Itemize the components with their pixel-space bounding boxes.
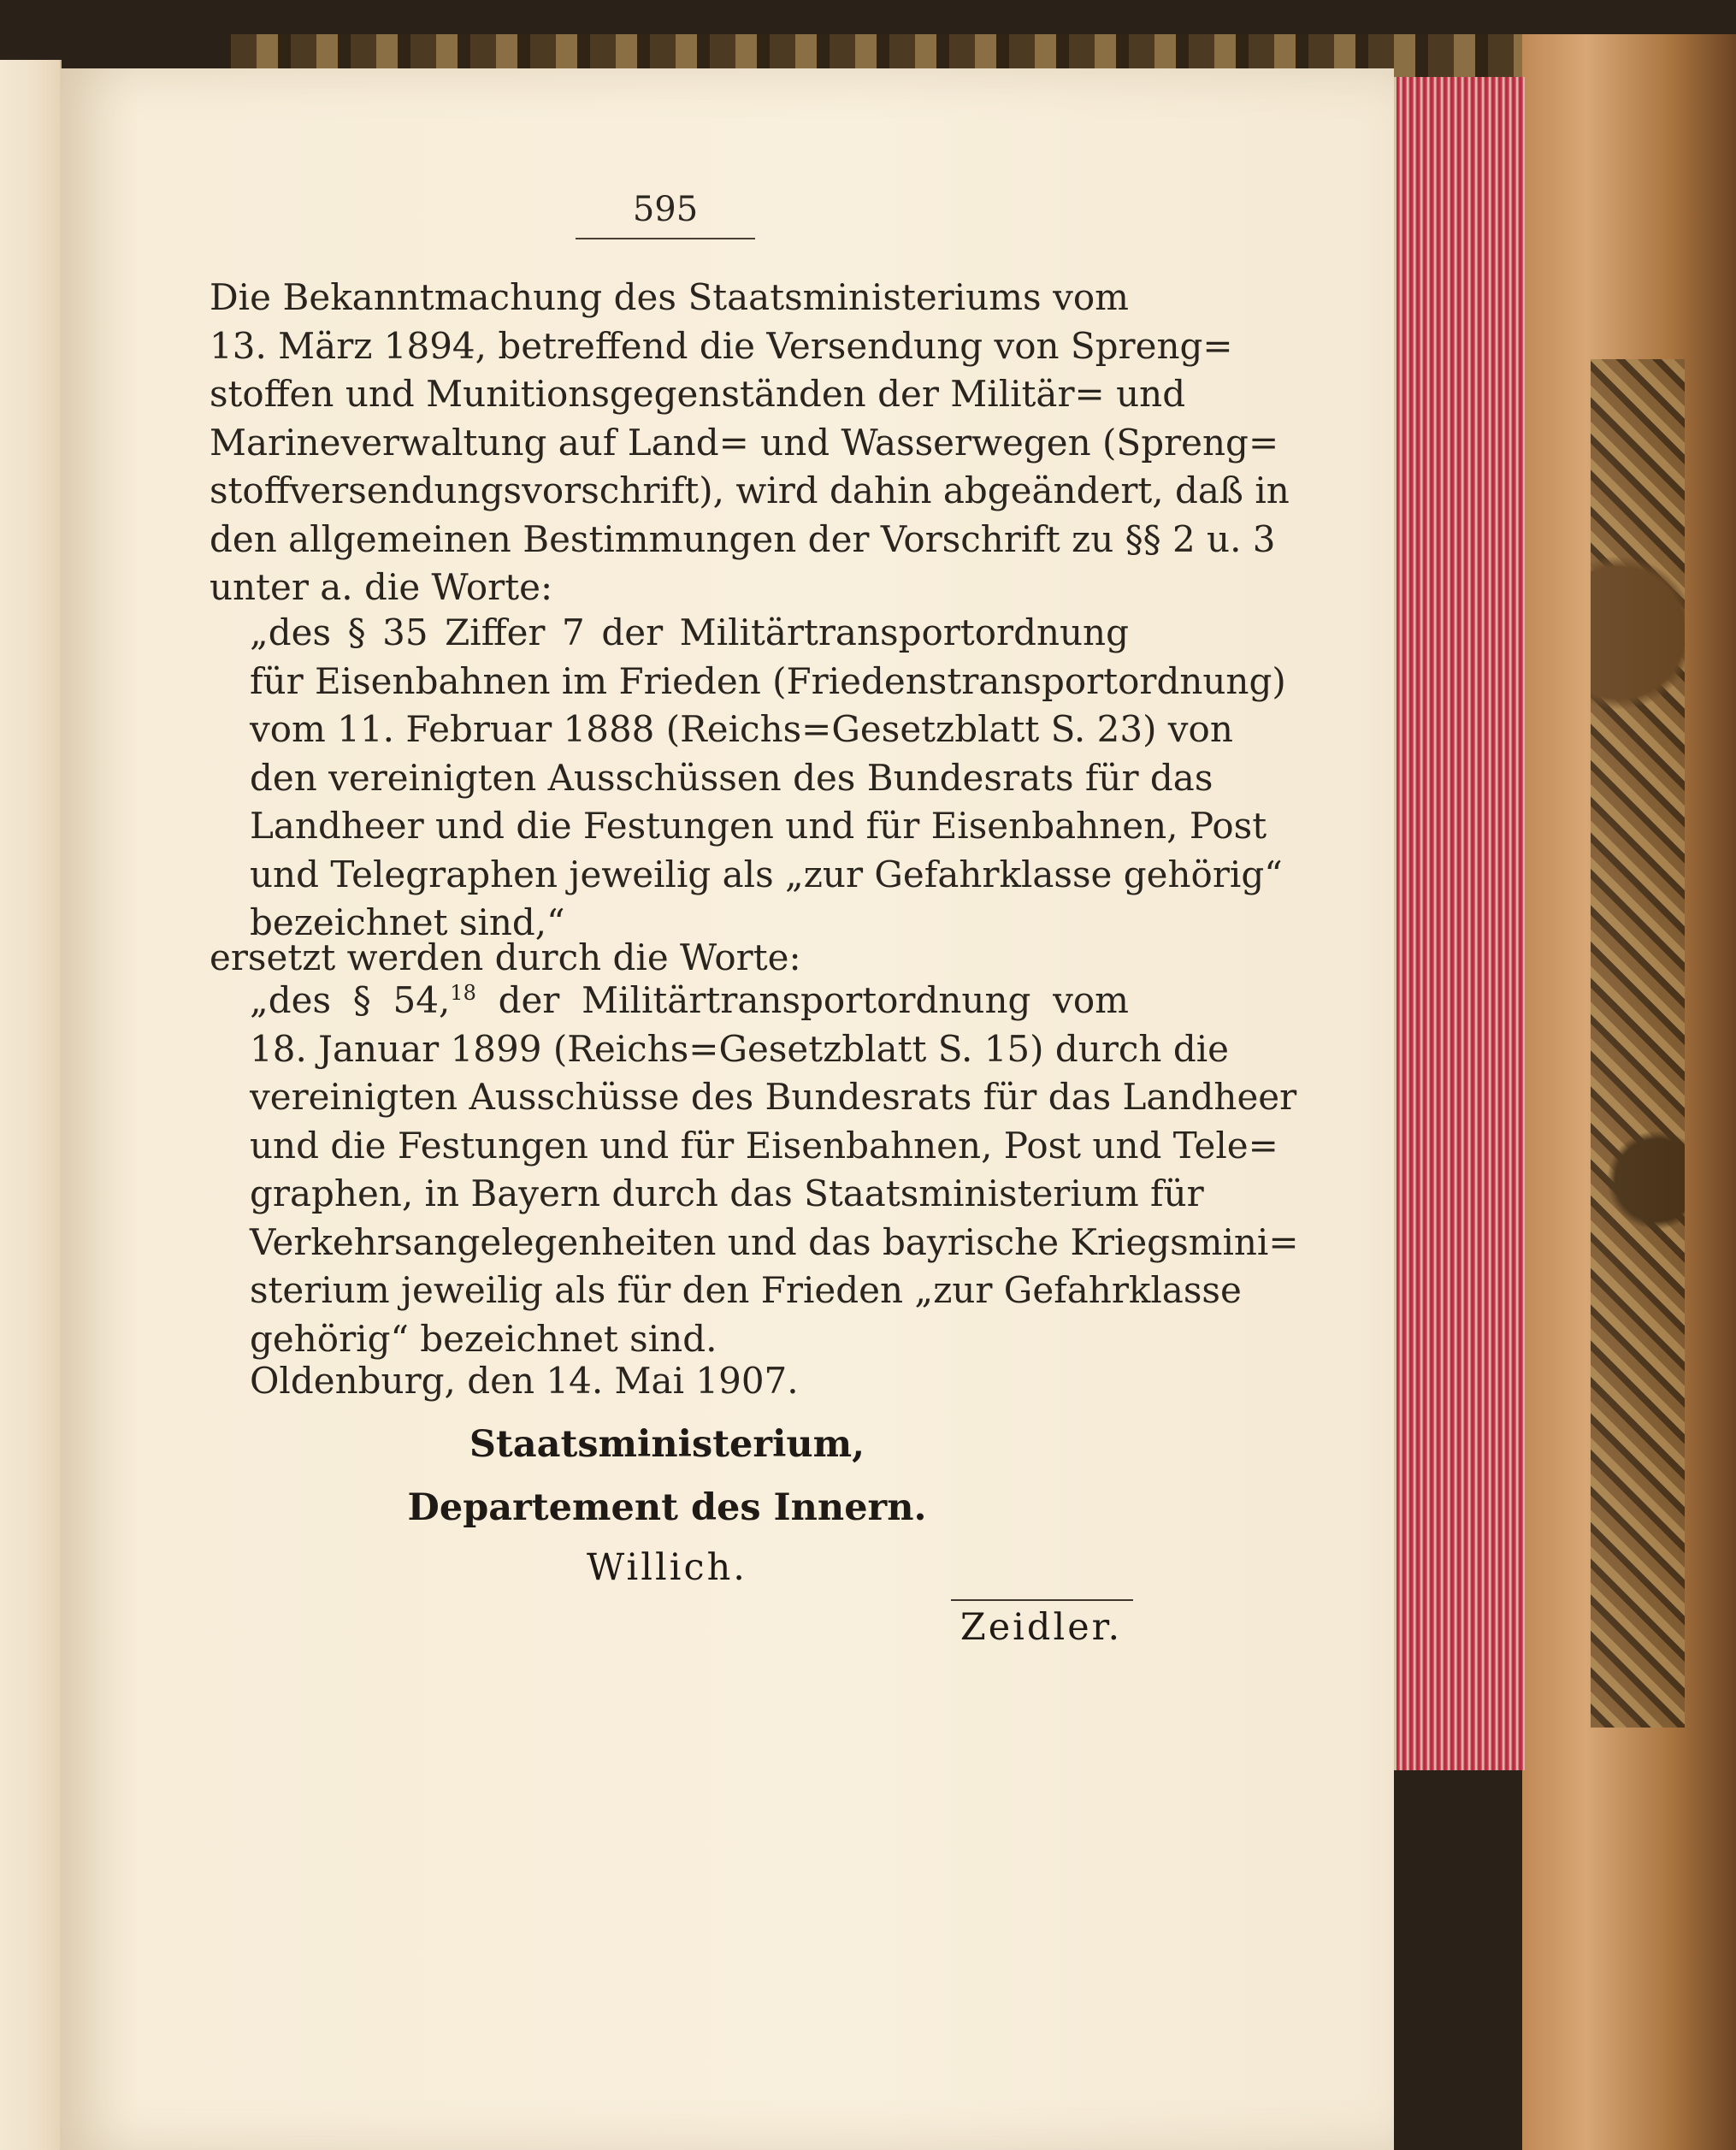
signature-willich: Willich. [587,1546,747,1589]
transition-line [210,934,1129,983]
text-line: stoffen und Munitionsgegenständen der Militär= und [210,373,1186,415]
paragraph-main [210,274,1290,612]
text-line: sterium jeweilig als für den Frieden „zur Gefahrklasse [250,1269,1242,1311]
text-line: unter a. die Worte: [210,566,553,608]
text-line: den vereinigten Ausschüssen des Bundesrats für das [250,756,1213,799]
text-line: den allgemeinen Bestimmungen der Vorschrift zu §§ 2 u. 3 [210,517,1276,560]
quote2-first-pre: „des § 54, [250,979,451,1021]
quote-old-wording [250,609,1286,948]
quote2-first-post: der Militärtransportordnung vom [475,979,1129,1021]
text-line [250,977,1129,1025]
authority-ministry: Staatsministerium, [469,1423,865,1466]
text-line: ersetzt werden durch die Worte: [210,936,801,978]
page-number-rule [576,238,755,239]
text-line: vom 11. Februar 1888 (Reichs=Gesetzblatt S. 23) von [250,708,1233,750]
text-line: und Telegraphen jeweilig als „zur Gefahrklasse gehörig“ [250,853,1283,895]
text-line: 18. Januar 1899 (Reichs=Gesetzblatt S. 15) durch die [250,1027,1229,1070]
text-line: 13. März 1894, betreffend die Versendung von Spreng= [210,324,1233,367]
text-line: Verkehrsangelegenheiten und das bayrische Kriegsmini= [250,1220,1299,1263]
text-line: Landheer und die Festungen und für Eisenbahnen, Post [250,805,1267,847]
place-date: Oldenburg, den 14. Mai 1907. [250,1360,799,1402]
footnote-superscript: 18 [450,981,476,1005]
text-line: stoffversendungsvorschrift), wird dahin abgeändert, daß in [210,470,1290,511]
text-line: „des § 35 Ziffer 7 der Militärtransportordnung [250,611,1129,653]
text-line: für Eisenbahnen im Frieden (Friedenstransportordnung) [250,659,1286,702]
text-line: bezeichnet sind,“ [250,901,565,943]
text-line: Marineverwaltung auf Land= und Wasserwegen (Spreng= [210,421,1279,464]
text-line: gehörig“ bezeichnet sind. [250,1317,717,1360]
signature-zeidler: Zeidler. [960,1606,1123,1649]
text-line: und die Festungen und für Eisenbahnen, Post und Tele= [250,1124,1278,1167]
page-number: 595 [632,190,699,229]
page-edges-red [1394,77,1525,1770]
text-line: graphen, in Bayern durch das Staatsministerium für [250,1172,1204,1214]
quote-new-wording [250,977,1299,1363]
text-line: vereinigten Ausschüsse des Bundesrats für das Landheer [250,1076,1297,1118]
authority-department: Departement des Innern. [407,1486,927,1529]
signature-rule [951,1599,1133,1601]
marbled-cover-strip [1591,359,1685,1728]
left-page-edge [0,60,62,2150]
text-line: Die Bekanntmachung des Staatsministeriums vom [210,276,1129,318]
